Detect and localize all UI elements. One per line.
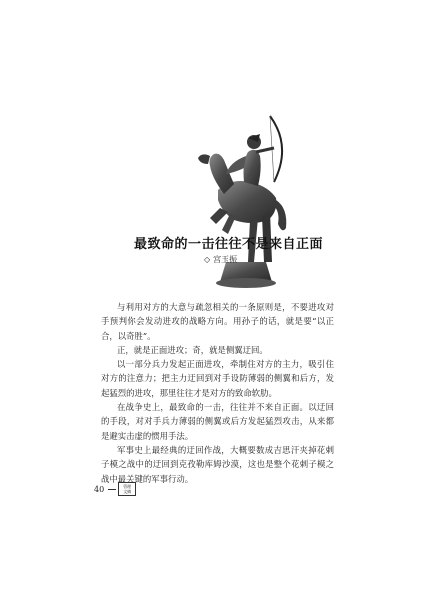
diamond-icon: ◇	[204, 255, 211, 264]
publication-badge	[118, 482, 136, 496]
paragraph: 与利用对方的大意与疏忽相关的一条原则是，不要进攻对手预判你会发动进攻的战略方向。用孙子的话，就是要“以正合，以奇胜”。	[101, 302, 334, 341]
paragraph: 正，就是正面进攻；奇，就是侧翼迂回。	[116, 344, 268, 355]
badge-line-1: 管理	[123, 484, 132, 489]
page-footer	[94, 482, 136, 496]
paragraph: 军事史上最经典的迂回作战，大概要数成吉思汗夹掉花剌子模之战中的迂回到克孜勒库姆沙漠，这也是整个花剌子模之战中最关键的军事行动。	[101, 444, 334, 484]
badge-line-2: 文摘	[123, 489, 132, 494]
article-body	[101, 300, 334, 486]
paragraph: 在战争史上，最致命的一击，往往并不来自正面。以迂回的手段，对对手兵力薄弱的侧翼或后方发起猛烈攻击，从来都是避实击虚的惯用手法。	[101, 402, 334, 441]
article-title: 最致命的一击往往不是来自正面	[134, 237, 324, 252]
footer-divider	[108, 489, 116, 490]
author-name: 宫玉振	[213, 255, 238, 264]
page-number: 40	[94, 484, 105, 494]
author-byline	[204, 254, 237, 265]
paragraph: 以一部分兵力发起正面进攻，牵制住对方的主力，吸引住对方的注意力；把主力迂回到对手设防薄弱的侧翼和后方，发起猛烈的进攻，那里往往才是对方的致命软肋。	[101, 359, 334, 398]
